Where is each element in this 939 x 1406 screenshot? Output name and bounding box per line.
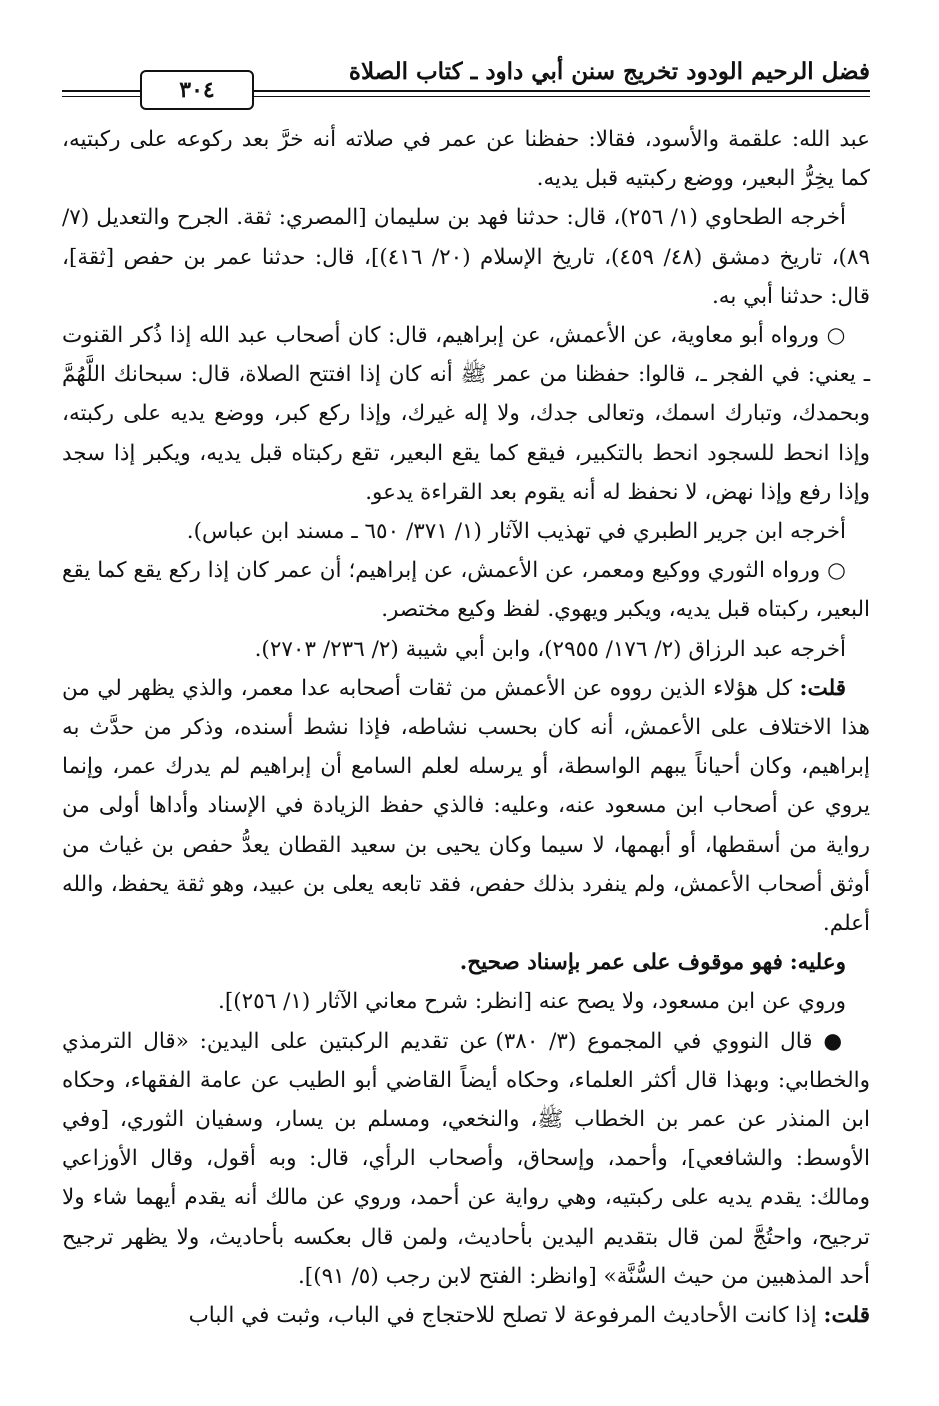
paragraph-text: ورواه أبو معاوية، عن الأعمش، عن إبراهيم، قال: كان أصحاب عبد الله إذا ذُكر القنوت ـ يعني: في الفجر ـ، قالوا: حفظنا من عمر ﷺ أنه كان إذا افتتح الصلاة، قال: سبحانك اللَّهُمَّ وبحمدك، وتبارك اسمك، وتعالى جدك، ولا إله غيرك، وإذا ركع كبر، ووضع يديه على ركبته، وإذا انحط للسجود انحط بالتكبير، فيقع كما يقع البعير، تقع ركبتاه قبل يديه، ويكبر إذا سجد وإذا رفع وإذا نهض، لا نحفظ له أنه يقوم بعد القراءة يدعو. — [62, 323, 870, 505]
conclusion-text: فهو موقوف على عمر بإسناد صحيح. — [459, 950, 783, 976]
paragraph-11 — [62, 1296, 870, 1335]
paragraph-7 — [62, 669, 870, 943]
running-title: فضل الرحيم الودود تخريج سنن أبي داود ـ كتاب الصلاة — [348, 58, 870, 85]
qultu-lead: قلت: — [823, 1303, 870, 1329]
page-body — [62, 120, 870, 1335]
paragraph-text: قال النووي في المجموع (٣/ ٣٨٠) عن تقديم الركبتين على اليدين: «قال الترمذي والخطابي: وبهذا قال أكثر العلماء، وحكاه أيضاً القاضي أبو الطيب عن عامة الفقهاء، وحكاه ابن المنذر عن عمر بن الخطاب ﷺ، والنخعي، ومسلم بن يسار، وسفيان الثوري، [وفي الأوسط: والشافعي]، وأحمد، وإسحاق، وأصحاب الرأي، قال: وبه أقول، وقال الأوزاعي ومالك: يقدم يديه على ركبتيه، وهي رواية عن أحمد، وروي عن مالك أنه يقدم أيهما شاء ولا ترجيح، واحتُجَّ لمن قال بتقديم اليدين بأحاديث، ولمن قال بعكسه بأحاديث، ولا يظهر ترجيح أحد المذهبين من حيث السُّنَّة» [وانظر: الفتح لابن رجب (٥/ ٩١)]. — [62, 1028, 870, 1289]
paragraph-text: كل هؤلاء الذين رووه عن الأعمش من ثقات أصحابه عدا معمر، والذي يظهر لي من هذا الاختلاف على الأعمش، أنه كان بحسب نشاطه، فإذا نشط أسنده، وذكر من حدَّث به إبراهيم، وكان أحياناً يبهم الواسطة، أو يرسله لعلم السامع أن إبراهيم لم يدرك عمر، وإنما يروي عن أصحاب ابن مسعود عنه، وعليه: فالذي حفظ الزيادة في الإسناد وأداها أولى من رواية من أسقطها، أو أبهمها، لا سيما وكان يحيى بن سعيد القطان يعدُّ حفص بن غياث من أوثق أصحاب الأعمش، ولم ينفرد بذلك حفص، فقد تابعه يعلى بن عبيد، وهو ثقة يحفظ، والله أعلم. — [62, 675, 870, 937]
paragraph-text: عبد الله: علقمة والأسود، فقالا: حفظنا عن عمر في صلاته أنه خرَّ بعد ركوعه على ركبتيه، كما يخِرُّ البعير، ووضع ركبتيه قبل يديه. — [62, 127, 870, 192]
paragraph-text: أخرجه ابن جرير الطبري في تهذيب الآثار (١/ ٣٧١/ ٦٥٠ ـ مسند ابن عباس). — [186, 519, 846, 545]
paragraph-9 — [62, 982, 870, 1021]
paragraph-1 — [62, 120, 870, 198]
qultu-lead: قلت: — [799, 675, 846, 701]
paragraph-5 — [62, 551, 870, 629]
circle-marker: ○ — [827, 558, 846, 584]
paragraph-2 — [62, 198, 870, 316]
bullet-marker: ● — [823, 1028, 846, 1054]
paragraph-text: ورواه الثوري ووكيع ومعمر، عن الأعمش، عن إبراهيم؛ أن عمر كان إذا ركع يقع كما يقع البعير، ركبتاه قبل يديه، ويكبر ويهوي. لفظ وكيع مختصر. — [62, 558, 870, 623]
paragraph-text: أخرجه الطحاوي (١/ ٢٥٦)، قال: حدثنا فهد بن سليمان [المصري: ثقة. الجرح والتعديل (٧/ ٨٩)، تاريخ دمشق (٤٨/ ٤٥٩)، تاريخ الإسلام (٢٠/ ٤١٦)]، قال: حدثنا عمر بن حفص [ثقة]، قال: حدثنا أبي به. — [62, 205, 871, 309]
paragraph-10 — [62, 1022, 870, 1296]
paragraph-text: أخرجه عبد الرزاق (٢/ ١٧٦/ ٢٩٥٥)، وابن أبي شيبة (٢/ ٢٣٦/ ٢٧٠٣). — [254, 636, 846, 662]
paragraph-8 — [62, 943, 870, 982]
page-number: ٣٠٤ — [140, 70, 254, 110]
paragraph-3 — [62, 316, 870, 512]
conclusion-lead: وعليه: — [789, 950, 846, 976]
paragraph-6 — [62, 630, 870, 669]
paragraph-text: إذا كانت الأحاديث المرفوعة لا تصلح للاحتجاج في الباب، وثبت في الباب — [188, 1303, 817, 1329]
paragraph-4 — [62, 512, 870, 551]
paragraph-text: وروي عن ابن مسعود، ولا يصح عنه [انظر: شرح معاني الآثار (١/ ٢٥٦)]. — [217, 989, 846, 1015]
circle-marker: ○ — [826, 323, 846, 349]
page-header — [62, 44, 870, 106]
